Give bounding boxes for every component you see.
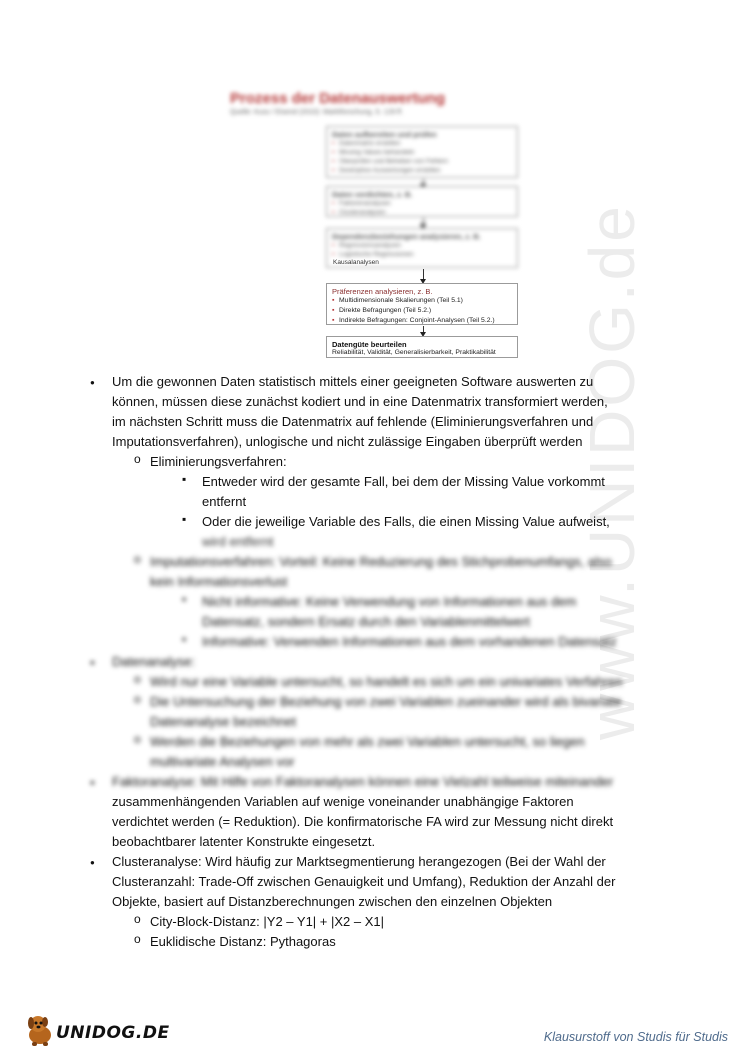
text-line: Euklidische Distanz: Pythagoras [150,934,336,949]
text-line-blurred: Informative: Verwenden Informationen aus dem vorhandenen Datensatz [202,634,617,649]
circle-bullet-icon [134,732,141,746]
arrow-down [423,218,424,224]
text-line-blurred: Imputationsverfahren: Vorteil: Keine Reduzierung des Stichprobenumfangs, also [150,554,612,569]
text-line-blurred: Werden die Beziehungen von mehr als zwei Variablen untersucht, so liegen [150,734,585,749]
footer-slogan: Klausurstoff von Studis für Studis [543,1030,728,1044]
square-bullet-icon [182,592,186,606]
square-bullet-icon [182,512,186,526]
bullet-icon [90,776,95,788]
box-line: ▪ Deskriptive Auswertungen erstellen [332,166,512,175]
arrow-down [423,269,424,279]
box-heading: Dependenzbeziehungen analysieren, z. B. [332,232,481,241]
text-line-blurred: wird entfernt [202,534,274,549]
process-diagram [228,88,524,360]
box-line: ▪ Indirekte Befragungen: Conjoint-Analysen (Teil 5.2.) [332,316,512,326]
text-line-blurred: Faktoranalyse: Mit Hilfe von Faktoranalysen können eine Vielzahl teilweise miteinander [112,774,614,789]
text-line: Eliminierungsverfahren: [150,454,287,469]
dog-mascot-icon [24,1013,56,1047]
text-line-blurred: Die Untersuchung der Beziehung von zwei Variablen zueinander wird als bivariate [150,694,622,709]
box-line: ▪ Multidimensionale Skalierungen (Teil 5.1) [332,296,512,306]
box-heading: Daten verdichten, z. B. [332,190,413,199]
diagram-source: Quelle: Kuss / Eisend (2010): Marktforschung, S. 129 ff. [230,109,404,116]
box-line: ▪ Clusteranalysen [332,208,512,217]
text-line: können, müssen diese zunächst kodiert und in eine Datenmatrix transformiert werden, [112,394,608,409]
text-line: beobachtbarer latenter Konstrukte eingesetzt. [112,834,376,849]
text-line: zusammenhängenden Variablen auf wenige voneinander unabhängige Faktoren [112,794,574,809]
box-heading: Präferenzen analysieren, z. B. [332,287,433,296]
box-heading: Datengüte beurteilen [332,340,407,349]
text-line: Um die gewonnen Daten statistisch mittels einer geeigneten Software auswerten zu [112,374,594,389]
circle-bullet-icon [134,692,141,706]
text-line: im nächsten Schritt muss die Datenmatrix auf fehlende (Eliminierungsverfahren und [112,414,594,429]
square-bullet-icon [182,632,186,646]
circle-bullet-icon [134,912,141,926]
text-line-blurred: Datensatz, sondern Ersatz durch den Variablenmittelwert [202,614,530,629]
text-line-blurred: kein Informationsverlust [150,574,288,589]
arrow-down [423,326,424,332]
bullet-icon [90,856,95,868]
text-line-blurred: Datenanalyse bezeichnet [150,714,296,729]
box-line: ▪ Logistische Regressionen [332,250,512,259]
diagram-title: Prozess der Datenauswertung [230,90,446,107]
text-line-blurred: Wird nur eine Variable untersucht, so handelt es sich um ein univariates Verfahren [150,674,623,689]
text-line: Clusteranzahl: Trade-Off zwischen Genauigkeit und Umfang), Reduktion der Anzahl der [112,874,616,889]
box-line: ▪ Überprüfen und Beheben von Fehlern [332,157,512,166]
text-line: Oder die jeweilige Variable des Falls, die einen Missing Value aufweist, [202,514,610,529]
text-line-blurred: Datenanalyse: [112,654,196,669]
diagram-box-prepare [326,126,518,178]
diagram-box-preferences [326,283,518,325]
box-heading: Daten aufbereiten und prüfen [332,130,437,139]
text-line: Objekte, basiert auf Distanzberechnungen zwischen den einzelnen Objekten [112,894,553,909]
text-line: Entweder wird der gesamte Fall, bei dem der Missing Value vorkommt [202,474,605,489]
text-line: Clusteranalyse: Wird häufig zur Marktsegmentierung herangezogen (Bei der Wahl der [112,854,606,869]
circle-bullet-icon [134,452,141,466]
text-line: verdichtet werden (= Reduktion). Die konfirmatorische FA wird zur Messung nicht direkt [112,814,614,829]
text-line: entfernt [202,494,247,509]
circle-bullet-icon [134,672,141,686]
diagram-tail-text: Kausalanalysen [333,259,379,266]
bullet-icon [90,656,95,668]
arrow-down [423,179,424,184]
diagram-box-condense [326,186,518,217]
text-line-blurred: multivariate Analysen vor [150,754,295,769]
box-subline: Reliabilität, Validität, Generalisierbarkeit, Praktikabilität [332,349,496,356]
unidog-logo [22,1013,170,1049]
bullet-icon [90,376,95,388]
box-line: ▪ Faktorenanalysen [332,199,512,208]
box-line: ▪ Regressionsanalysen [332,241,512,250]
box-line: ▪ Datenmatrix erstellen [332,139,512,148]
watermark: www.UNIDOG.de [576,203,648,740]
box-line: ▪ Missing Values behandeln [332,148,512,157]
text-line-blurred: Nicht informative: Keine Verwendung von Informationen aus dem [202,594,577,609]
box-line: ▪ Direkte Befragungen (Teil 5.2.) [332,306,512,316]
circle-bullet-icon [134,552,141,566]
square-bullet-icon [182,472,186,486]
text-line: Imputationsverfahren), unlogische und nicht zulässige Eingaben überprüft werden [112,434,583,449]
diagram-box-quality [326,336,518,358]
circle-bullet-icon [134,932,141,946]
text-line: City-Block-Distanz: |Y2 – Y1| + |X2 – X1| [150,914,385,929]
logo-text: UNIDOG.DE [56,1023,170,1043]
